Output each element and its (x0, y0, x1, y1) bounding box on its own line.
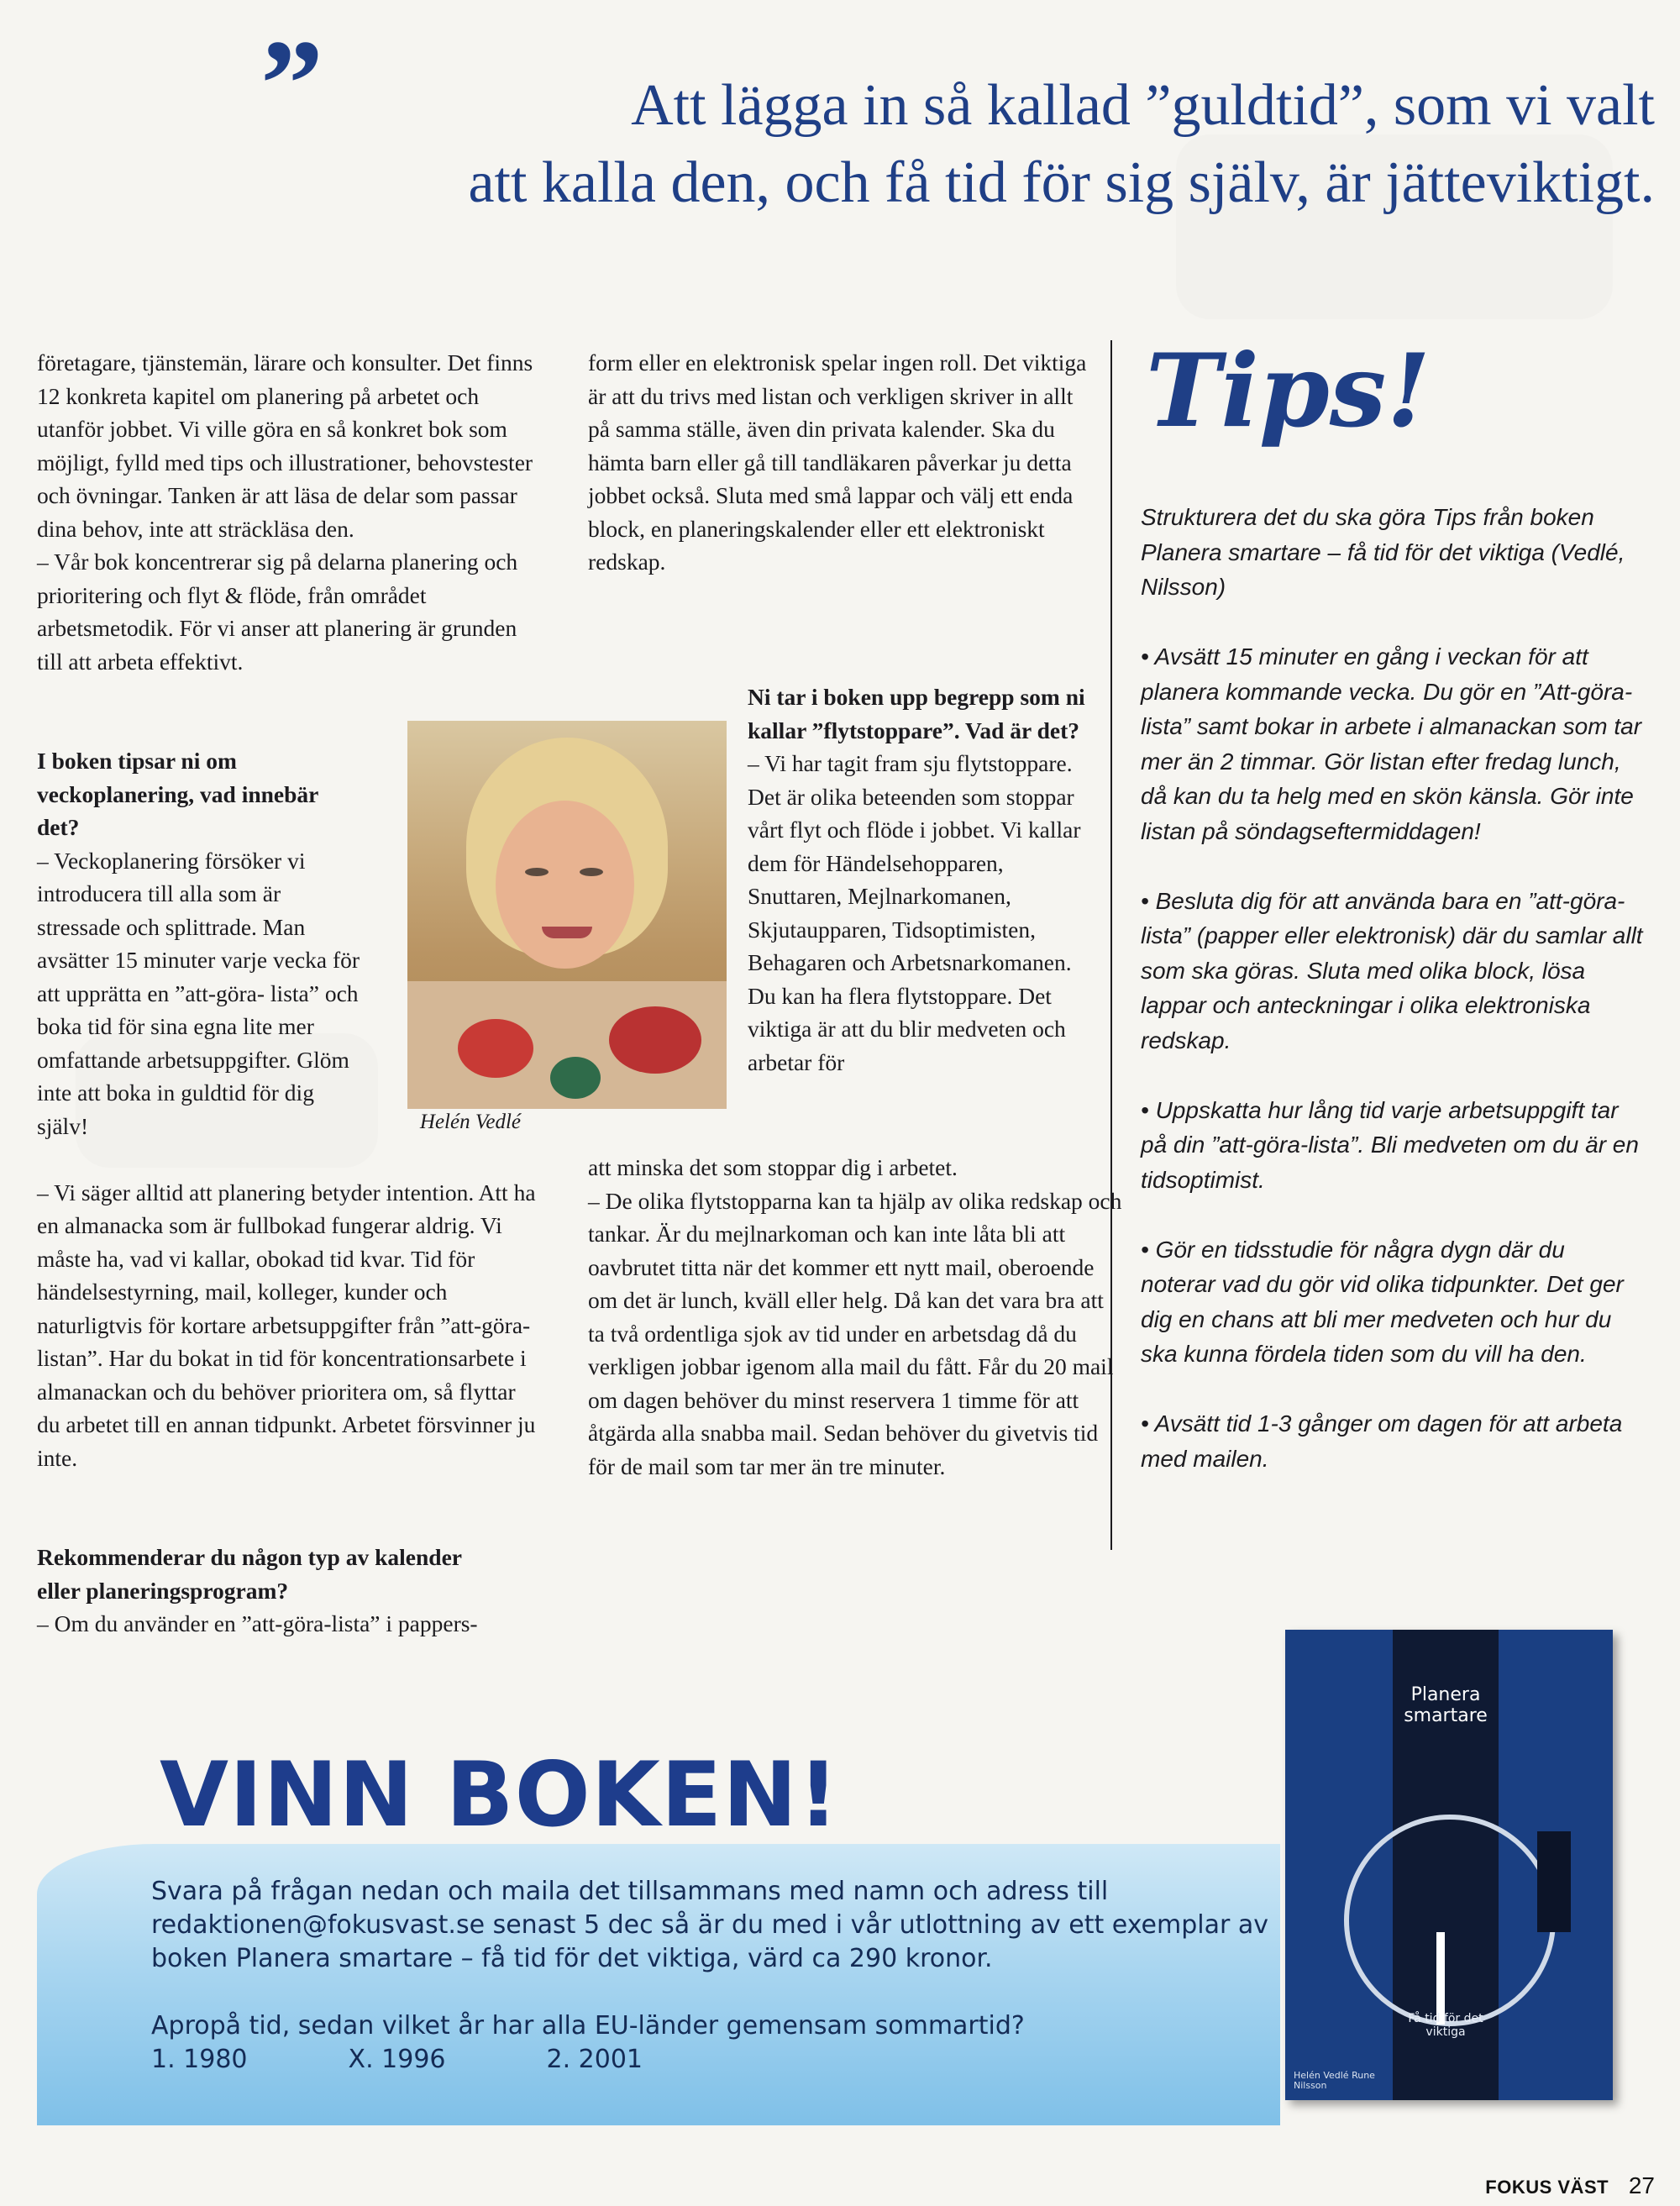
book-subtitle: Få tid för det viktiga (1408, 2012, 1483, 2039)
tips-body (1141, 500, 1645, 1511)
contest-instructions: Svara på frågan nedan och maila det tillsammans med namn och adress till redaktionen@fokusvast.se senast 5 dec så är du med i vår utlottning av ett exemplar av boken Planera smartare – få tid för det viktiga, värd ca 290 kronor. (151, 1877, 1269, 1973)
paragraph: företagare, tjänstemän, lärare och konsulter. Det finns 12 konkreta kapitel om planering på arbetet och utanför jobbet. Vi ville göra en så konkret bok som möjligt, fylld med tips och illustrationer, behovstester och övningar. Tanken är att läsa de delar som passar dina behov, inte att sträckläsa den. (37, 349, 533, 542)
contest-option: 2. 2001 (546, 2045, 643, 2074)
paragraph: – Om du använder en ”att-göra-lista” i pappers- (37, 1610, 478, 1636)
quote-mark: ” (260, 14, 323, 154)
magazine-name: FOKUS VÄST (1485, 2177, 1609, 2198)
paragraph: – Vi har tagit fram sju flytstoppare. Det är olika beteenden som stoppar vårt flyt och flöde i jobbet. Vi kallar dem för Händelsehopparen, Snuttaren, Mejlnarkomanen, Skjutaupparen, Tidsoptimisten, Behagaren och Arbetsnarkomanen. Du kan ha flera flytstoppare. Det viktiga är att du blir medveten och arbetar för (748, 750, 1081, 1075)
clock-icon (1344, 1815, 1556, 2026)
paragraph: – Vår bok koncentrerar sig på delarna planering och prioritering och flyt & flöde, från området arbetsmetodik. För vi anser att planering är grunden till att arbeta effektivt. (37, 549, 518, 675)
photo-mouth (542, 927, 592, 938)
photo-flower (458, 1019, 533, 1078)
page-footer (1485, 2172, 1655, 2199)
tips-intro: Strukturera det du ska göra Tips från boken Planera smartare – få tid för det viktiga (Vedlé, Nilsson) (1141, 504, 1625, 600)
quote-text (168, 67, 1655, 222)
photo-face (496, 801, 634, 969)
photo-eye (580, 868, 603, 876)
interview-question: Rekommenderar du någon typ av kalender eller planeringsprogram? (37, 1544, 462, 1604)
contest-title: VINN BOKEN! (160, 1743, 840, 1846)
column-2-bottom (588, 1151, 1126, 1483)
paragraph: att minska det som stoppar dig i arbetet. (588, 1154, 958, 1180)
tips-sidebar (1110, 332, 1650, 1550)
paragraph: – Vi säger alltid att planering betyder intention. Att ha en almanacka som är fullbokad fungerar aldrig. Vi måste ha, vad vi kallar, obokad tid kvar. Tid för händelsestyrning, mail, kolleger, kunder och naturligtvis för kortare arbetsuppgifter från ”att-göra-listan”. Har du bokat in tid för koncentrationsarbete i almanackan och du behöver prioritera om, så flyttar du arbetet till en annan tidpunkt. Arbetet försvinner ju inte. (37, 1179, 536, 1471)
watch-strap (1537, 1831, 1571, 1932)
photo-eye (525, 868, 549, 876)
quote-line-2: att kalla den, och få tid för sig själv, är jätteviktigt. (468, 150, 1655, 215)
column-2-interview (748, 680, 1100, 1079)
photo-leaf (550, 1057, 601, 1099)
paragraph: – Veckoplanering försöker vi introducera till alla som är stressade och splittrade. Man avsätter 15 minuter varje vecka för att upprätta en ”att-göra- lista” och boka tid för sina egna lite mer omfattande arbetsuppgifter. Glöm inte att boka in guldtid för dig själv! (37, 847, 360, 1139)
contest-body (151, 1875, 1277, 2077)
clock-hand (1436, 1932, 1445, 2025)
tips-title: Tips! (1146, 332, 1431, 450)
contest-question: Apropå tid, sedan vilket år har alla EU-länder gemensam sommartid? (151, 2011, 1025, 2041)
photo-flower (609, 1006, 701, 1074)
book-cover (1285, 1630, 1613, 2100)
contest-option: 1. 1980 (151, 2045, 248, 2074)
photo-caption: Helén Vedlé (419, 1111, 521, 1133)
contest-option: X. 1996 (348, 2045, 446, 2074)
paragraph: – De olika flytstopparna kan ta hjälp av olika redskap och tankar. Är du mejlnarkoman och kan inte låta bli att oavbrutet titta när det kommer ett nytt mail, oberoende om det är lunch, kväll eller helg. Då kan det vara bra att ta två ordentliga sjok av tid under en arbetsdag då du verkligen jobbar igenom alla mail du fått. Får du 20 mail om dagen behöver du minst reservera 1 timme för att åtgärda alla snabba mail. Sedan behöver du givetvis tid för de mail som tar mer än tre minuter. (588, 1187, 1122, 1479)
quote-line-1: Att lägga in så kallad ”guldtid”, som vi valt (631, 73, 1655, 138)
paragraph: form eller en elektronisk spelar ingen roll. Det viktiga är att du trivs med listan och verkligen skriver in allt på samma ställe, även din privata kalender. Ska du hämta barn eller gå till tandläkaren påverkar ju detta jobbet också. Sluta med små lappar och välj ett enda block, en planeringskalender eller ett elektroniskt redskap. (588, 349, 1087, 575)
tip-item: • Uppskatta hur lång tid varje arbetsuppgift tar på din ”att-göra-lista”. Bli medveten om du är en tidsoptimist. (1141, 1096, 1639, 1193)
tip-item: • Besluta dig för att använda bara en ”att-göra-lista” (papper eller elektronisk) där du samlar allt som ska göras. Sluta med olika block, lösa lappar och anteckningar i olika elektroniska redskap. (1141, 887, 1643, 1053)
tip-item: • Avsätt 15 minuter en gång i veckan för att planera kommande vecka. Du gör en ”Att-göra-lista” samt bokar in arbete i almanackan som tar mer än 2 timmar. Gör listan efter fredag lunch, då kan du ta helg med en skön känsla. Gör inte listan på söndagseftermiddagen! (1141, 643, 1642, 844)
book-title: Planera smartare (1404, 1684, 1488, 1726)
tip-item: • Gör en tidsstudie för några dygn där du noterar vad du gör vid olika tidpunkter. Det ger dig en chans att bli mer medveten och hur du ska kunna fördela tiden som du vill ha den. (1141, 1236, 1624, 1367)
column-2 (588, 346, 1100, 579)
contest-options (151, 2043, 1277, 2077)
portrait-photo (407, 721, 727, 1109)
interview-question: Ni tar i boken upp begrepp som ni kallar ”flytstoppare”. Vad är det? (748, 684, 1085, 743)
page-number: 27 (1628, 2172, 1655, 2198)
book-authors: Helén Vedlé Rune Nilsson (1294, 2070, 1375, 2091)
interview-question: I boken tipsar ni om veckoplanering, vad innebär det? (37, 748, 318, 840)
tip-item: • Avsätt tid 1-3 gånger om dagen för att arbeta med mailen. (1141, 1410, 1623, 1472)
